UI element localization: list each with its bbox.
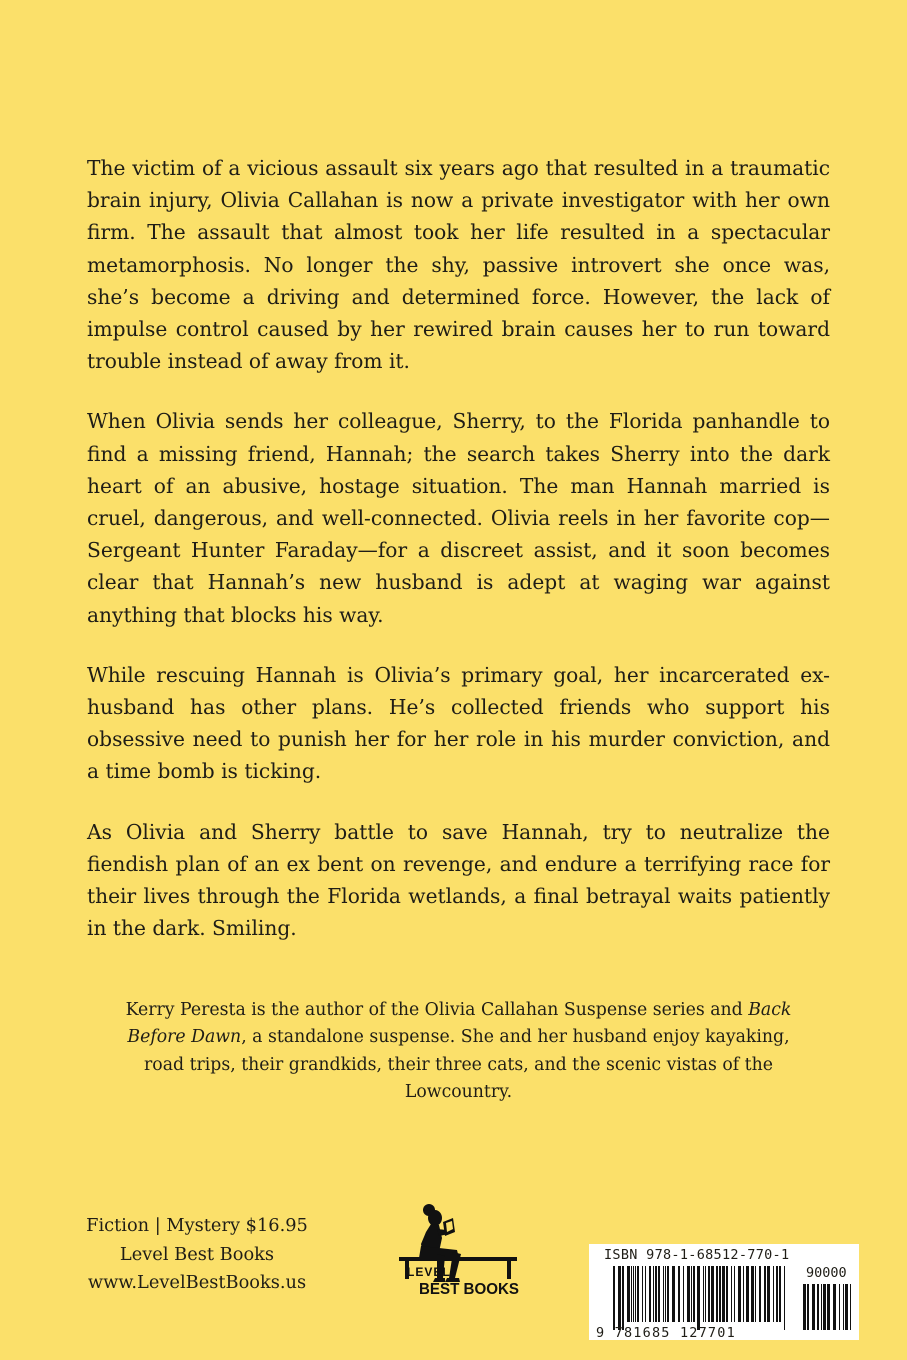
barcode-bar	[746, 1266, 749, 1322]
bio-text-end: , a standalone suspense. She and her husband enjoy kayaking, road trips, their grandkids, their three cats, and the scenic vistas of the Lowcountry.	[144, 1027, 790, 1103]
logo-level-text: LEVEL	[407, 1265, 451, 1279]
blurb-paragraph-2: When Olivia sends her colleague, Sherry, to the Florida panhandle to find a missing friend, Hannah; the search takes Sherry into the dark heart of an abusive, hostage situation. The man Hannah married is cruel, dangerous, and well-connected. Olivia reels in her favorite cop—Sergeant Hunter Faraday—for a discreet assist, and it soon becomes clear that Hannah’s new husband is adept at waging war against anything that blocks his way.	[87, 409, 830, 627]
barcode-bar	[678, 1266, 680, 1322]
barcode-bar	[776, 1266, 778, 1322]
barcode-bar	[635, 1266, 636, 1322]
barcode-bar	[683, 1266, 684, 1322]
barcode-addon-bar	[817, 1284, 819, 1330]
barcode-addon-bar	[803, 1284, 806, 1330]
barcode-bar	[711, 1266, 714, 1322]
publisher-name: Level Best Books	[119, 1243, 275, 1265]
barcode-bar	[627, 1266, 630, 1322]
blurb-paragraph-1: The victim of a vicious assault six years ago that resulted in a traumatic brain injury, Olivia Callahan is now a private investigator with her own firm. The assault that almost took her life resulted in a spectacular metamorphosis. No longer the shy, passive introvert she once was, she’s become a driving and determined force. However, the lack of impulse control caused by her rewired brain causes her to run toward trouble instead of away from it.	[87, 156, 830, 374]
barcode-addon-bar	[833, 1284, 836, 1330]
barcode-addon-bar	[807, 1284, 809, 1330]
barcode-price-code: 90000	[806, 1265, 847, 1281]
barcode-bar	[637, 1266, 639, 1322]
bio-book-title: Back Before Dawn	[127, 1000, 792, 1048]
barcode-bar	[672, 1266, 675, 1322]
barcode-bar	[649, 1266, 651, 1322]
barcode-bar	[687, 1266, 690, 1322]
barcode-bar	[716, 1266, 718, 1322]
barcode-bar	[751, 1266, 754, 1322]
barcode-bar	[726, 1266, 728, 1322]
barcode-bar	[731, 1266, 732, 1322]
barcode-bar	[693, 1266, 695, 1322]
barcode-bar	[743, 1266, 744, 1322]
barcode-bar	[663, 1266, 664, 1322]
barcode-bar	[618, 1266, 621, 1330]
barcode-bar	[631, 1266, 632, 1322]
logo-best-books-text: BEST BOOKS	[419, 1281, 520, 1298]
barcode-addon-bar	[845, 1284, 848, 1330]
barcode-addon-bar	[850, 1284, 851, 1330]
author-bio	[116, 997, 801, 1107]
back-cover-blurb	[87, 152, 830, 972]
bio-text-start: Kerry Peresta is the author of the Olivia Callahan Suspense series and	[125, 1000, 749, 1020]
barcode-bar	[645, 1266, 646, 1322]
barcode-bar	[719, 1266, 721, 1322]
barcode-addon-bar	[827, 1284, 830, 1330]
publisher-info	[62, 1212, 332, 1298]
barcode-bar	[773, 1266, 774, 1322]
ean-digits: 9 781685 127701	[596, 1325, 736, 1341]
blurb-paragraph-3: While rescuing Hannah is Olivia’s primary goal, her incarcerated ex-husband has other plans. He’s collected friends who support his obsessive need to punish her for her role in his murder conviction, and a time bomb is ticking.	[87, 662, 830, 784]
isbn-number: ISBN 978-1-68512-770-1	[604, 1247, 790, 1263]
barcode-bar	[767, 1266, 770, 1322]
barcode-bar	[622, 1266, 624, 1330]
barcode-addon-bar	[812, 1284, 815, 1330]
barcode-bar	[779, 1266, 781, 1322]
barcode-addon-bar	[821, 1284, 822, 1330]
barcode-bar	[708, 1266, 710, 1322]
barcode-bar	[703, 1266, 704, 1322]
barcode-bar	[734, 1266, 735, 1322]
barcode-bar	[784, 1266, 785, 1330]
barcode-addon-bar	[823, 1284, 826, 1330]
barcode-bar	[667, 1266, 669, 1322]
barcode-bar	[653, 1266, 654, 1322]
level-best-books-logo	[393, 1196, 523, 1301]
barcode-bar	[697, 1266, 700, 1330]
barcode-bar	[722, 1266, 725, 1322]
barcode-addon-bar	[839, 1284, 840, 1330]
barcode-bar	[755, 1266, 756, 1322]
barcode-bar	[691, 1266, 692, 1322]
barcode-bar	[658, 1266, 660, 1322]
barcode-bar	[759, 1266, 761, 1322]
blurb-paragraph-4: As Olivia and Sherry battle to save Hannah, try to neutralize the fiendish plan of an ex bent on revenge, and endure a terrifying race for their lives through the Florida wetlands, a final betrayal waits patiently in the dark. Smiling.	[87, 819, 830, 941]
barcode-bar	[665, 1266, 666, 1322]
barcode-bar	[705, 1266, 706, 1322]
publisher-website: www.LevelBestBooks.us	[87, 1272, 307, 1293]
genre-and-price: Fiction | Mystery $16.95	[86, 1215, 308, 1236]
barcode-addon-bar	[843, 1284, 844, 1330]
barcode-bar	[738, 1266, 741, 1322]
barcode-bar	[613, 1266, 615, 1330]
barcode-bar	[633, 1266, 634, 1322]
barcode-bar	[642, 1266, 643, 1322]
barcode-bar	[764, 1266, 766, 1322]
barcode-bar	[655, 1266, 657, 1322]
